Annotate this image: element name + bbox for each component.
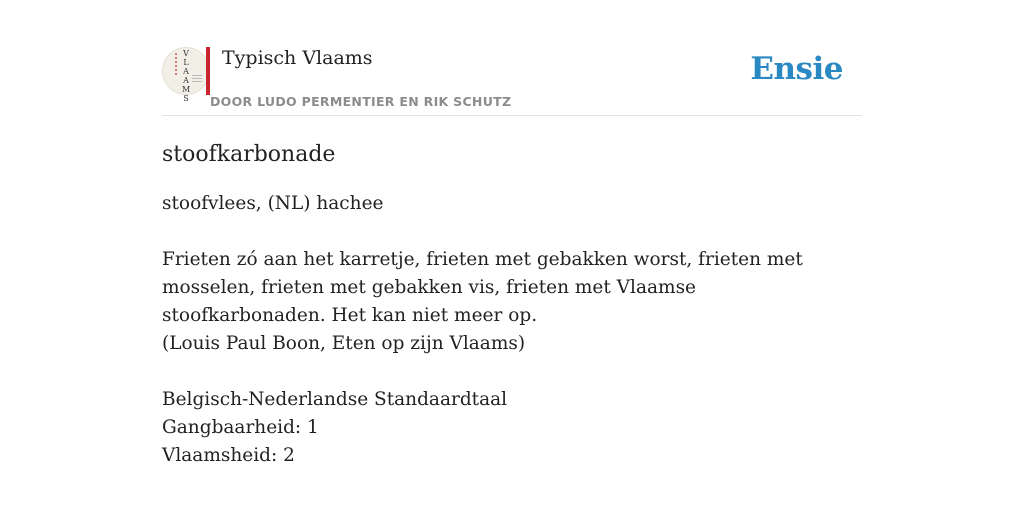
entry-register: Belgisch-Nederlandse Standaardtaal	[162, 389, 508, 410]
entry-term: stoofkarbonade	[162, 142, 336, 167]
logo-fine-print	[192, 75, 202, 83]
entry-vlaamsheid: Vlaamsheid: 2	[162, 445, 295, 466]
logo-letters: V L A A M S	[182, 49, 191, 103]
entry-synonyms: stoofvlees, (NL) hachee	[162, 193, 384, 214]
logo-red-bar	[206, 47, 210, 95]
book-logo-icon[interactable]	[162, 47, 210, 103]
header	[162, 44, 862, 116]
entry-card	[162, 44, 862, 470]
logo-red-lines	[175, 53, 177, 77]
byline: DOOR LUDO PERMENTIER EN RIK SCHUTZ	[210, 94, 512, 109]
ensie-logo-link[interactable]: Ensie	[750, 51, 843, 87]
entry-gangbaarheid: Gangbaarheid: 1	[162, 417, 319, 438]
spacer	[162, 218, 862, 246]
entry-quote: Frieten zó aan het karretje, frieten met gebakken worst, frieten met mosselen, frieten met gebakken vis, frieten met Vlaamse stoofkarbonaden. Het kan niet meer op.	[162, 249, 803, 326]
site-title[interactable]: Typisch Vlaams	[222, 47, 373, 69]
entry-quote-source: (Louis Paul Boon, Eten op zijn Vlaams)	[162, 333, 526, 354]
spacer	[162, 358, 862, 386]
entry-body	[162, 190, 862, 470]
